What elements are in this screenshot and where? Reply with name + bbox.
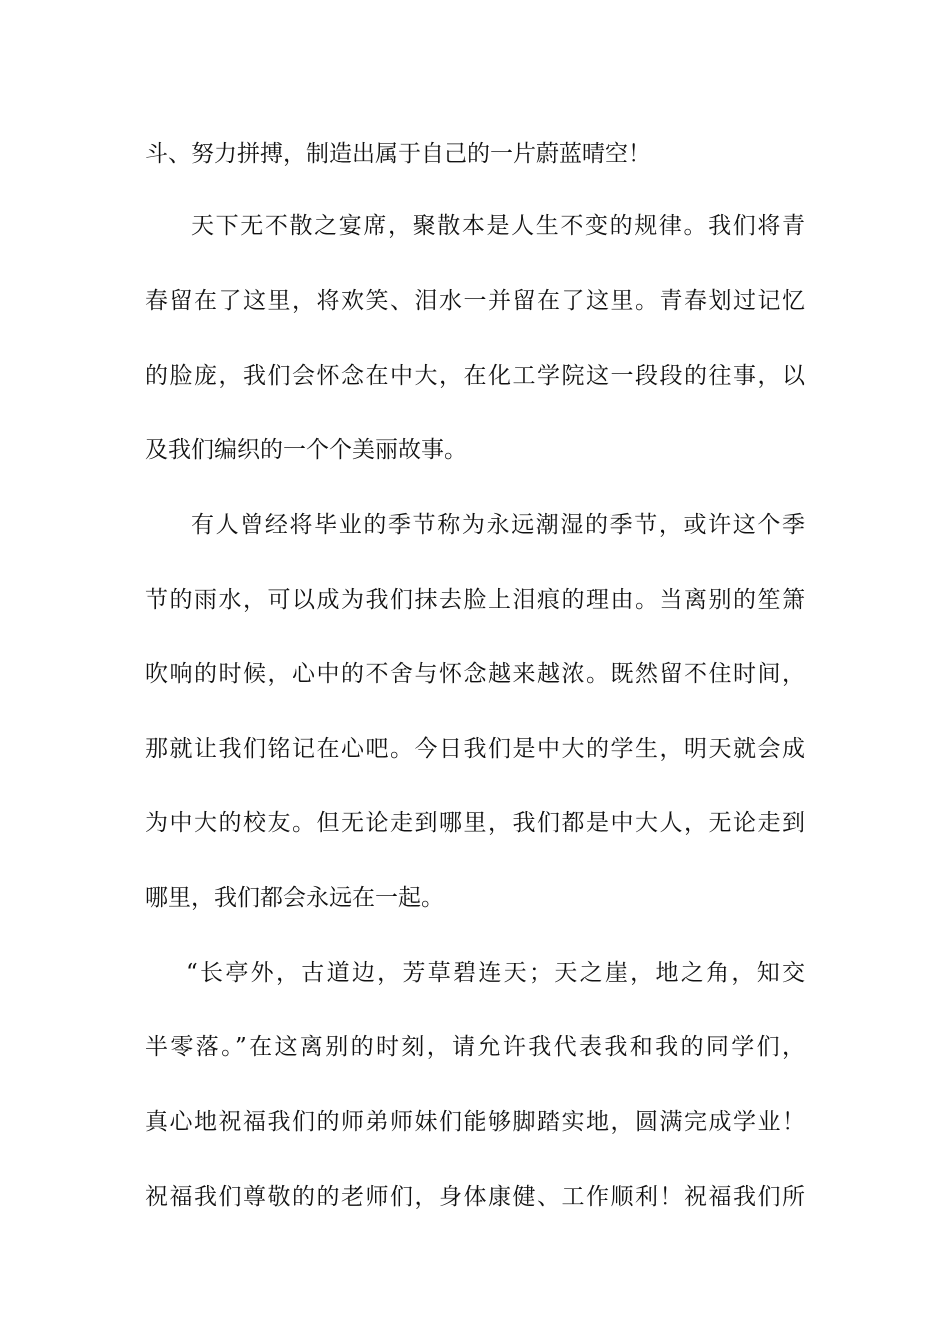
text-line: 的脸庞，我们会怀念在中大，在化工学院这一段段的往事，以: [145, 363, 805, 389]
text-line: 那就让我们铭记在心吧。今日我们是中大的学生，明天就会成: [145, 736, 805, 762]
text-line: 吹响的时候，心中的不舍与怀念越来越浓。既然留不住时间，: [145, 661, 805, 687]
text-line: 天下无不散之宴席，聚散本是人生不变的规律。我们将青: [191, 213, 805, 239]
text-line: 祝福我们尊敬的的老师们，身体康健、工作顺利！祝福我们所: [145, 1184, 805, 1210]
text-line: 及我们编织的一个个美丽故事。: [145, 437, 467, 463]
text-line: 为中大的校友。但无论走到哪里，我们都是中大人，无论走到: [145, 810, 805, 836]
text-line: 春留在了这里，将欢笑、泪水一并留在了这里。青春划过记忆: [145, 288, 805, 314]
text-line: 有人曾经将毕业的季节称为永远潮湿的季节，或许这个季: [191, 512, 805, 538]
text-line: 节的雨水，可以成为我们抹去脸上泪痕的理由。当离别的笙箫: [145, 587, 805, 613]
text-line: “长亭外，古道边，芳草碧连天；天之崖，地之角，知交: [186, 960, 805, 986]
text-line: 真心地祝福我们的师弟师妹们能够脚踏实地，圆满完成学业！: [145, 1109, 805, 1135]
text-line: 哪里，我们都会永远在一起。: [145, 885, 444, 911]
text-line: 半零落。”在这离别的时刻，请允许我代表我和我的同学们，: [145, 1034, 805, 1060]
text-line: 斗、努力拼搏，制造出属于自己的一片蔚蓝晴空！: [145, 141, 651, 167]
